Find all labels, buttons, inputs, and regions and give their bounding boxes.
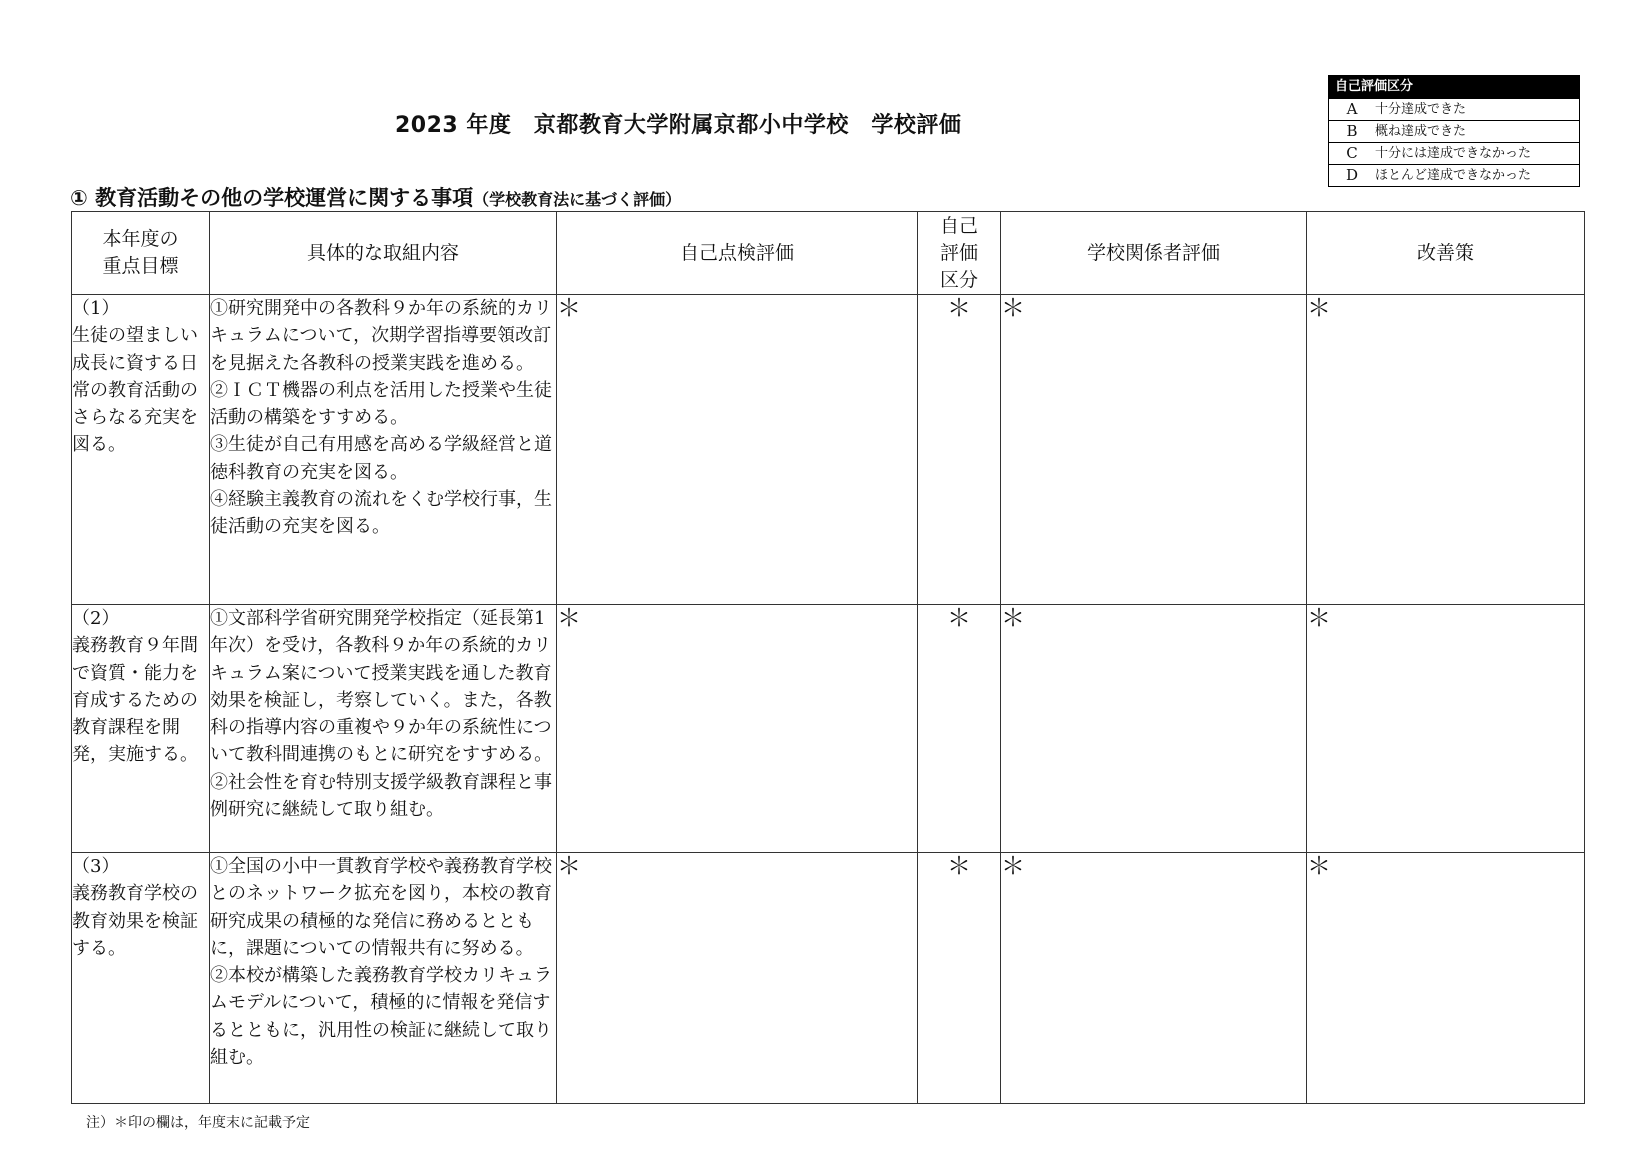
goal-cell bbox=[72, 853, 210, 1104]
action-item: ①全国の小中一貫教育学校や義務教育学校とのネットワーク拡充を図り，本校の教育研究成果の積極的な発信に務めるとともに，課題についての情報共有に努める。 bbox=[210, 856, 552, 959]
improvement-cell: ＊ bbox=[1307, 605, 1585, 853]
legend-row bbox=[1329, 120, 1579, 142]
grade-cell: ＊ bbox=[918, 605, 1001, 853]
section-heading-sub: （学校教育法に基づく評価） bbox=[473, 190, 682, 209]
goal-cell bbox=[72, 295, 210, 605]
improvement-cell: ＊ bbox=[1307, 853, 1585, 1104]
legend-key: D bbox=[1345, 166, 1359, 184]
action-item: ②ＩＣＴ機器の利点を活用した授業や生徒活動の構築をすすめる。 bbox=[210, 379, 552, 429]
goal-cell bbox=[72, 605, 210, 853]
legend-key: B bbox=[1346, 122, 1358, 140]
legend-row bbox=[1329, 98, 1579, 120]
self-eval-cell: ＊ bbox=[557, 853, 918, 1104]
header-actions: 具体的な取組内容 bbox=[210, 212, 557, 295]
header-improvement: 改善策 bbox=[1307, 212, 1585, 295]
action-item: ①研究開発中の各教科９か年の系統的カリキュラムについて，次期学習指導要領改訂を見据えた各教科の授業実践を進める。 bbox=[210, 298, 552, 374]
table-row bbox=[72, 295, 1585, 605]
legend-row bbox=[1329, 164, 1579, 186]
actions-cell bbox=[210, 605, 557, 853]
grade-cell: ＊ bbox=[918, 295, 1001, 605]
evaluation-table bbox=[71, 211, 1585, 1104]
header-goal-line: 重点目標 bbox=[102, 255, 179, 277]
goal-text: 義務教育９年間で資質・能力を育成するための教育課程を開発，実施する。 bbox=[72, 635, 198, 766]
legend-row bbox=[1329, 142, 1579, 164]
footnote: 注）＊印の欄は，年度末に記載予定 bbox=[86, 1115, 310, 1131]
header-goal-line: 本年度の bbox=[102, 228, 179, 250]
self-evaluation-legend bbox=[1328, 75, 1580, 187]
legend-label: 十分達成できた bbox=[1375, 102, 1467, 117]
goal-number: （3） bbox=[72, 856, 120, 877]
actions-cell bbox=[210, 295, 557, 605]
header-self-eval: 自己点検評価 bbox=[557, 212, 918, 295]
action-item: ①文部科学省研究開発学校指定（延長第1年次）を受け，各教科９か年の系統的カリキュラム案について授業実践を通した教育効果を検証し，考察していく。また，各教科の指導内容の重複や９か年の系統性について教科間連携のもとに研究をすすめる。 bbox=[210, 608, 553, 766]
section-heading bbox=[70, 182, 681, 212]
table-row bbox=[72, 605, 1585, 853]
legend-label: ほとんど達成できなかった bbox=[1375, 168, 1532, 183]
improvement-cell: ＊ bbox=[1307, 295, 1585, 605]
actions-cell bbox=[210, 853, 557, 1104]
action-item: ②社会性を育む特別支援学級教育課程と事例研究に継続して取り組む。 bbox=[210, 771, 552, 821]
action-item: ④経験主義教育の流れをくむ学校行事，生徒活動の充実を図る。 bbox=[210, 489, 552, 538]
stakeholder-cell: ＊ bbox=[1001, 605, 1307, 853]
action-item: ③生徒が自己有用感を高める学級経営と道徳科教育の充実を図る。 bbox=[210, 434, 552, 483]
legend-key: A bbox=[1346, 100, 1358, 118]
goal-text: 義務教育学校の教育効果を検証する。 bbox=[72, 883, 198, 959]
grade-cell: ＊ bbox=[918, 853, 1001, 1104]
legend-label: 十分には達成できなかった bbox=[1375, 146, 1532, 161]
section-heading-main: ① 教育活動その他の学校運営に関する事項 bbox=[70, 186, 474, 210]
header-grade-line: 自己 bbox=[939, 214, 978, 237]
header-stakeholder: 学校関係者評価 bbox=[1001, 212, 1307, 295]
legend-key: C bbox=[1346, 144, 1358, 162]
self-eval-cell: ＊ bbox=[557, 295, 918, 605]
legend-label: 概ね達成できた bbox=[1375, 124, 1467, 139]
header-grade bbox=[918, 212, 1001, 295]
page-title: 2023 年度 京都教育大学附属京都小中学校 学校評価 bbox=[395, 113, 962, 138]
legend-title: 自己評価区分 bbox=[1329, 76, 1579, 98]
header-grade-line: 区分 bbox=[939, 268, 978, 291]
table-header-row bbox=[72, 212, 1585, 295]
stakeholder-cell: ＊ bbox=[1001, 295, 1307, 605]
goal-number: （1） bbox=[72, 298, 120, 319]
stakeholder-cell: ＊ bbox=[1001, 853, 1307, 1104]
table-row bbox=[72, 853, 1585, 1104]
goal-text: 生徒の望ましい成長に資する日常の教育活動のさらなる充実を図る。 bbox=[72, 325, 198, 456]
self-eval-cell: ＊ bbox=[557, 605, 918, 853]
goal-number: （2） bbox=[72, 608, 120, 629]
action-item: ②本校が構築した義務教育学校カリキュラムモデルについて，積極的に情報を発信するとともに，汎用性の検証に継続して取り組む。 bbox=[210, 965, 552, 1069]
header-grade-line: 評価 bbox=[939, 241, 978, 264]
header-goal bbox=[72, 212, 210, 295]
